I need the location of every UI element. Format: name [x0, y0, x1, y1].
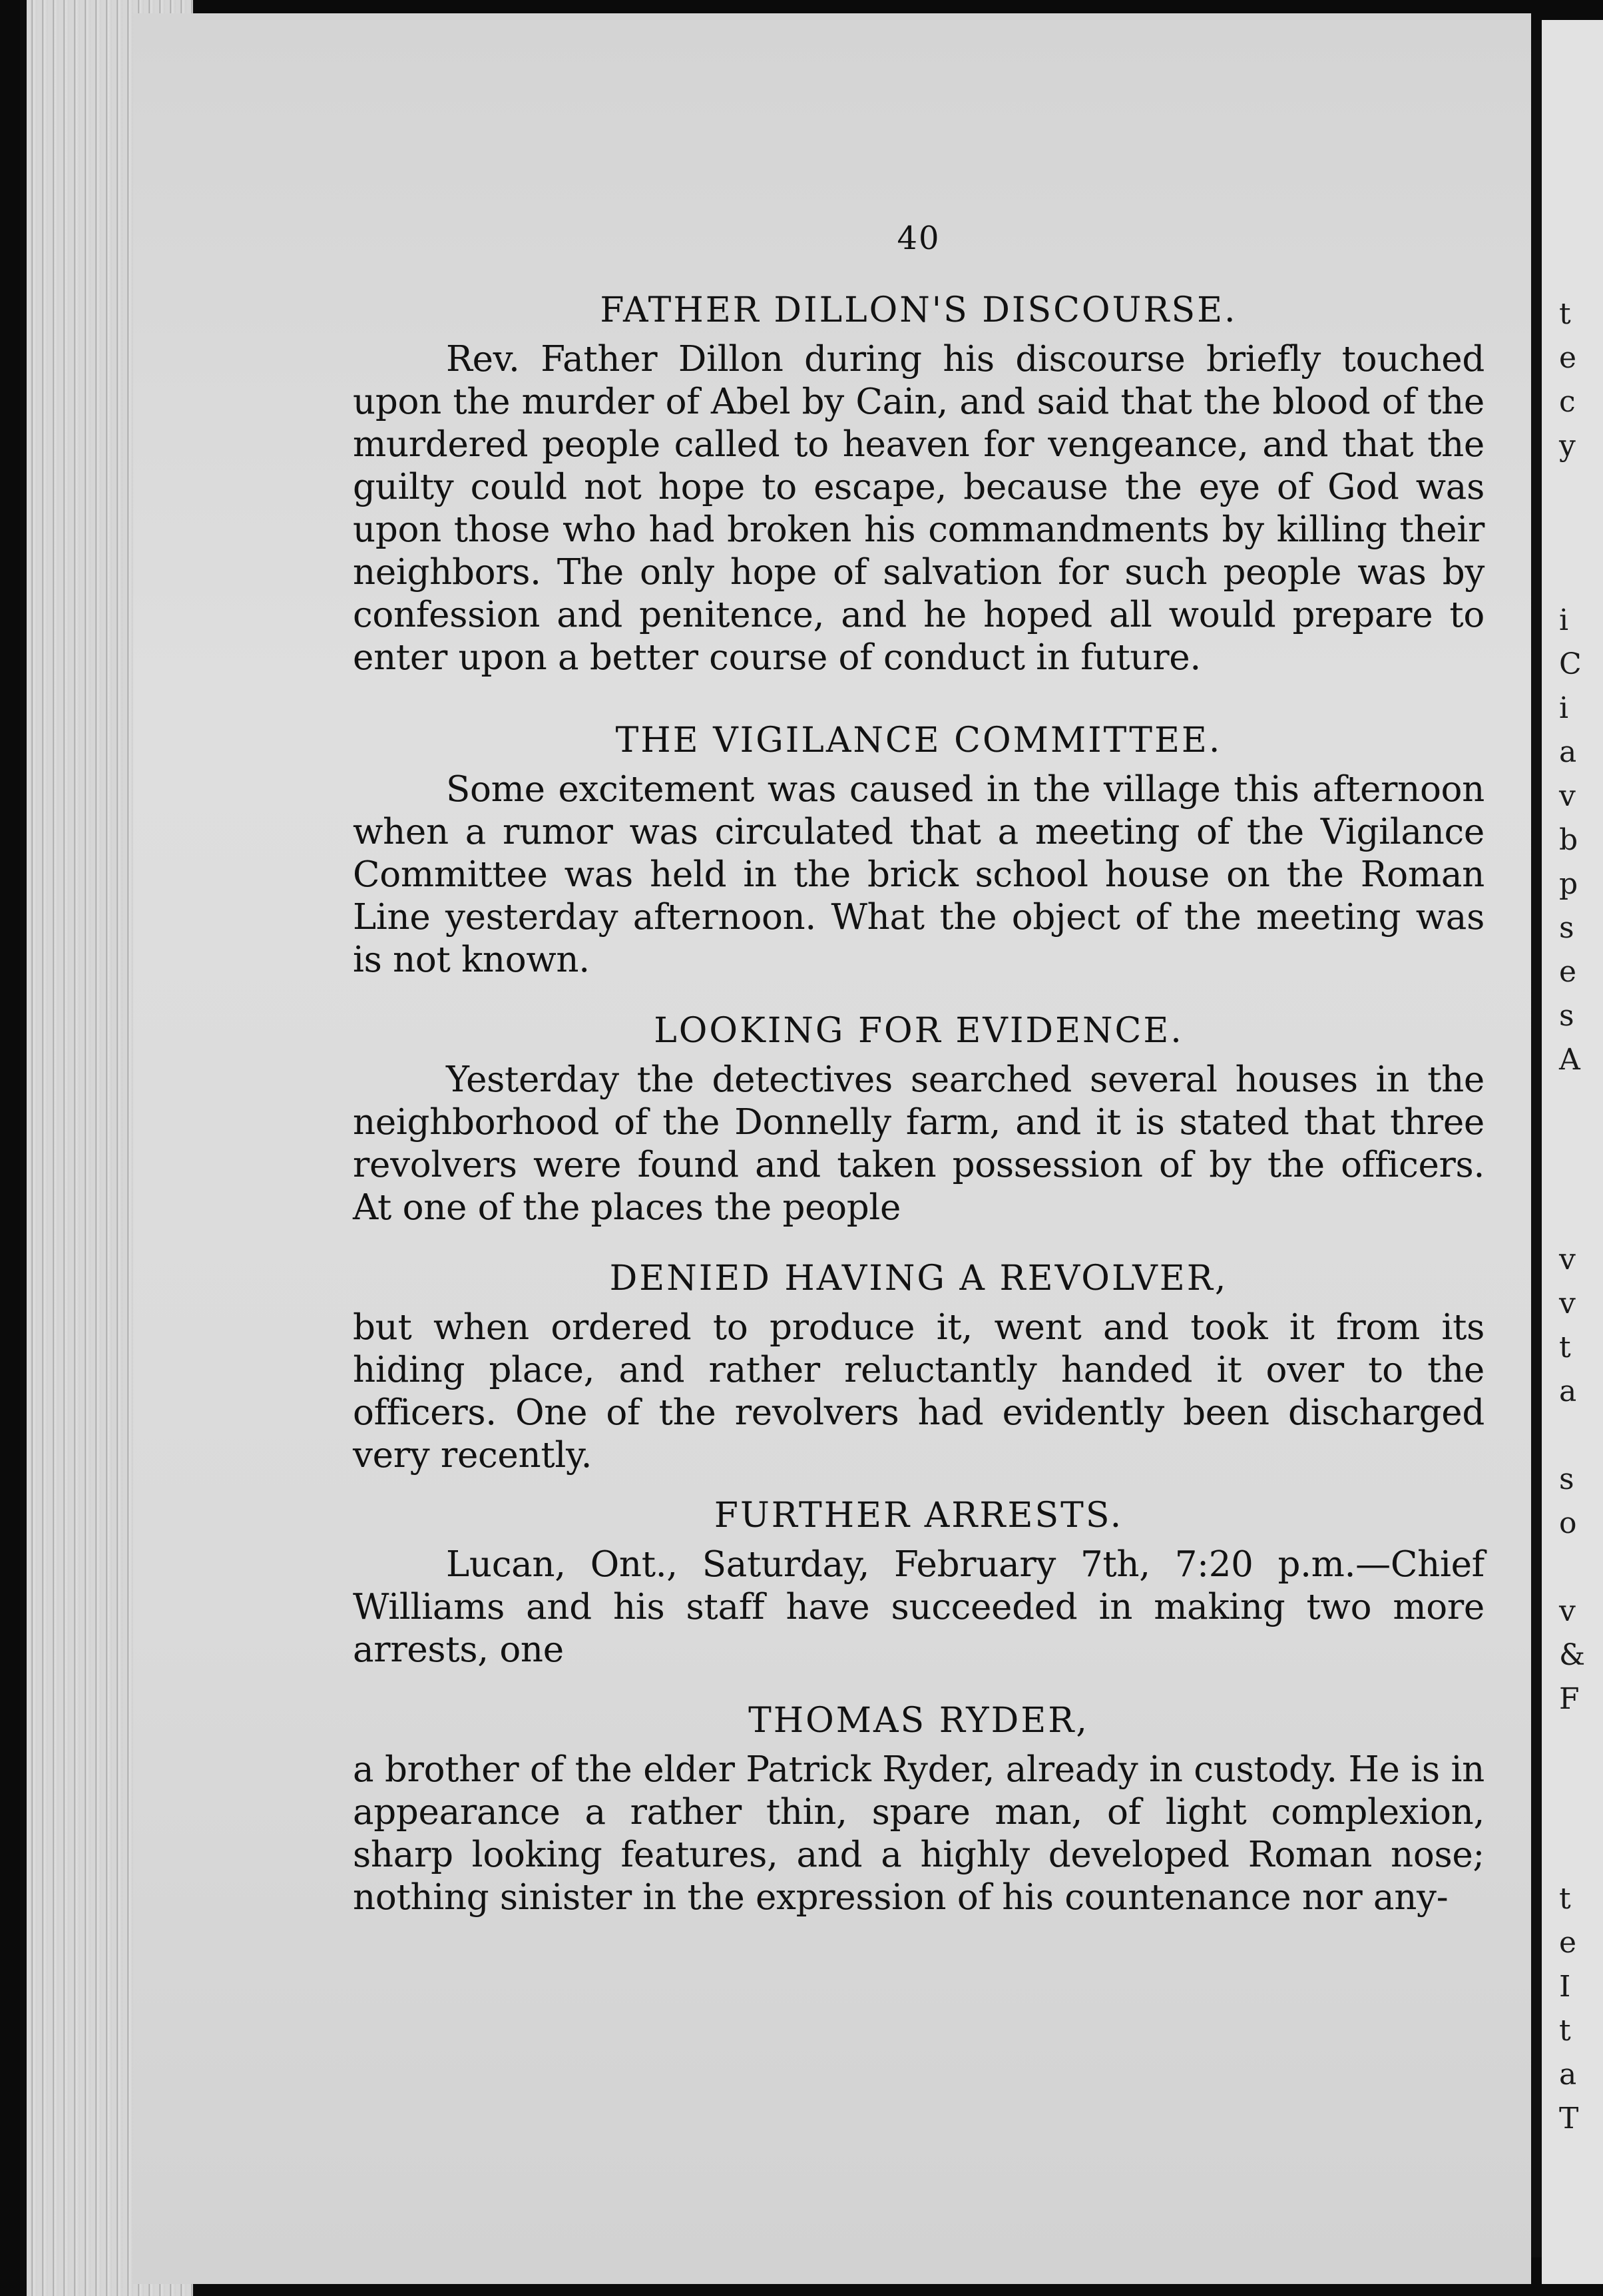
- section-paragraph: a brother of the elder Patrick Ryder, already in custody. He is in appearance a rather thin, spare man, of light complexion, sharp looking features, and a highly developed Roman nose; nothing sinister in the expression of his countenance nor any-: [353, 1749, 1485, 1918]
- facing-page-fragment: T: [1559, 2102, 1579, 2136]
- facing-page-fragment: I: [1559, 1970, 1571, 2004]
- facing-page-fragment: p: [1559, 867, 1578, 901]
- section-paragraph: Lucan, Ont., Saturday, February 7th, 7:20 p.m.—Chief Williams and his staff have succeeded in making two more arrests, one: [353, 1544, 1485, 1670]
- facing-page-fragment: v: [1559, 1594, 1576, 1628]
- page-number: 40: [897, 220, 941, 257]
- facing-page-fragment: C: [1559, 647, 1582, 681]
- facing-page-fragment: A: [1559, 1043, 1580, 1077]
- section-heading: DENIED HAVING A REVOLVER,: [609, 1259, 1228, 1298]
- facing-page-fragment: t: [1559, 297, 1571, 331]
- section-heading: FATHER DILLON'S DISCOURSE.: [600, 290, 1238, 330]
- book-gutter: [1531, 40, 1542, 2257]
- facing-page-fragment: v: [1559, 779, 1576, 813]
- facing-page-fragment: c: [1559, 385, 1576, 419]
- facing-page-fragment: s: [1559, 999, 1574, 1033]
- facing-page-fragment: F: [1559, 1682, 1580, 1716]
- facing-page-fragment: &: [1559, 1638, 1586, 1672]
- facing-page-fragment: s: [1559, 911, 1574, 945]
- facing-page-fragment: s: [1559, 1462, 1574, 1496]
- facing-page-fragment: i: [1559, 691, 1569, 725]
- facing-page-fragment: b: [1559, 823, 1578, 857]
- facing-page-fragment: y: [1559, 429, 1576, 463]
- facing-page-edge: [1542, 20, 1603, 2284]
- section-heading: THOMAS RYDER,: [748, 1701, 1089, 1741]
- facing-page-fragment: i: [1559, 603, 1569, 637]
- facing-page-fragment: a: [1559, 735, 1577, 769]
- facing-page-fragment: e: [1559, 1926, 1577, 1960]
- section-paragraph: but when ordered to produce it, went and took it from its hiding place, and rather reluctantly handed it over to the officers. One of the revolvers had evidently been discharged very recently.: [353, 1307, 1485, 1476]
- section-paragraph: Yesterday the detectives searched several houses in the neighborhood of the Donnelly farm, and it is stated that three revolvers were found and taken possession of by the officers. At one of the places the people: [353, 1059, 1485, 1228]
- facing-page-fragment: t: [1559, 1882, 1571, 1916]
- facing-page-fragment: t: [1559, 2014, 1571, 2048]
- section-paragraph: Rev. Father Dillon during his discourse briefly touched upon the murder of Abel by Cain, and said that the blood of the murdered people called to heaven for vengeance, and that the guilty could not hope to escape, because the eye of God was upon those who had broken his commandments by killing their neighbors. The only hope of salvation for such people was by confession and penitence, and he hoped all would prepare to enter upon a better course of conduct in future.: [353, 339, 1485, 678]
- page-text-column: [353, 220, 1485, 1919]
- section-heading: FURTHER ARRESTS.: [714, 1496, 1124, 1536]
- facing-page-fragment: a: [1559, 1374, 1577, 1408]
- section-heading: THE VIGILANCE COMMITTEE.: [615, 720, 1222, 760]
- section-heading: LOOKING FOR EVIDENCE.: [654, 1011, 1184, 1051]
- facing-page-fragment: e: [1559, 341, 1577, 375]
- facing-page-fragment: a: [1559, 2058, 1577, 2092]
- facing-page-fragment: v: [1559, 1243, 1576, 1277]
- facing-page-fragment: v: [1559, 1287, 1576, 1320]
- facing-page-fragment: t: [1559, 1330, 1571, 1364]
- facing-page-fragment: e: [1559, 955, 1577, 989]
- facing-page-fragment: o: [1559, 1506, 1577, 1540]
- section-paragraph: Some excitement was caused in the village this afternoon when a rumor was circulated that a meeting of the Vigilance Committee was held in the brick school house on the Roman Line yesterday afternoon. What the object of the meeting was is not known.: [353, 769, 1485, 980]
